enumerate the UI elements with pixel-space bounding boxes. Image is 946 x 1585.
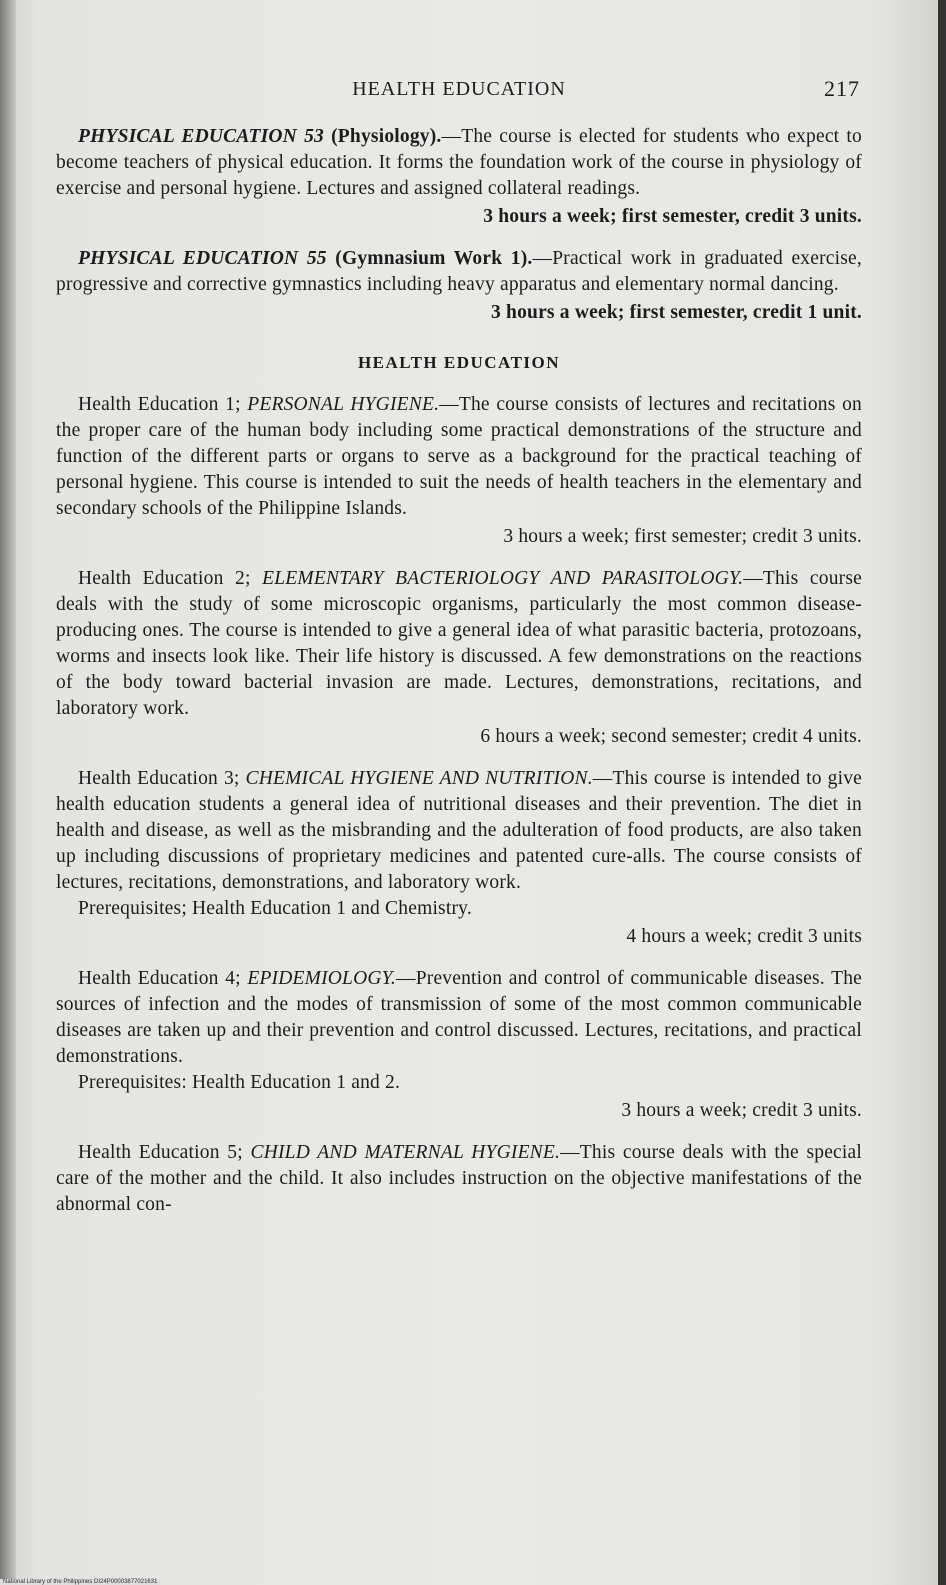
course-entry-he-3 (56, 766, 862, 950)
course-entry-he-5 (56, 1140, 862, 1218)
course-description: —This course deals with the study of some microscopic organisms, particularly the most common disease-producing ones. The course is intended to give a general idea of what parasitic bacteria, protozoans, worms and insects look like. Their life history is discussed. A few demonstrations on the reactions of the body toward bacterial invasion are made. Lectures, demonstrations, recitations, and laboratory work. (56, 568, 862, 719)
page-text (56, 70, 862, 1234)
course-entry-pe-55 (56, 246, 862, 326)
course-description: —The course consists of lectures and recitations on the proper care of the human body including some practical demonstrations of the structure and function of the different parts or organs to serve as a background for the practical teaching of personal hygiene. This course is intended to suit the needs of health teachers in the elementary and secondary schools of the Philippine Islands. (56, 394, 862, 519)
course-entry-he-2 (56, 566, 862, 750)
course-description: —Prevention and control of communicable diseases. The sources of infection and the modes of transmission of some of the most common communicable diseases are taken up and their prevention and control discussed. Lectures, recitations, and practical demonstrations. (56, 968, 862, 1067)
course-schedule: 4 hours a week; credit 3 units (626, 926, 862, 947)
page-edge-right (938, 0, 946, 1585)
section-heading: HEALTH EDUCATION (357, 353, 561, 372)
course-title: PERSONAL HYGIENE. (247, 394, 440, 415)
course-schedule: 3 hours a week; credit 3 units. (621, 1100, 862, 1121)
course-prerequisites: Prerequisites; Health Education 1 and Chemistry. (78, 898, 472, 919)
page-number: 217 (824, 76, 860, 101)
course-prerequisites: Prerequisites: Health Education 1 and 2. (78, 1072, 401, 1093)
course-subtitle: (Physiology). (331, 126, 442, 147)
page-edge-left (0, 0, 16, 1585)
course-name: Health Education 1; (78, 394, 248, 415)
course-description: —This course is intended to give health education students a general idea of nutritional diseases and their prevention. The diet in health and disease, as well as the misbranding and the adulteration of food products, are also taken up including discussions of proprietary medicines and patented cure-alls. The course consists of lectures, recitations, demonstrations, and laboratory work. (56, 768, 862, 893)
course-schedule: 3 hours a week; first semester, credit 1 unit. (491, 302, 862, 323)
course-schedule: 3 hours a week; first semester, credit 3 units. (483, 206, 862, 227)
course-name: Health Education 2; (78, 568, 263, 589)
course-paragraph (56, 124, 862, 202)
course-paragraph (56, 766, 862, 896)
running-head (56, 70, 862, 106)
course-schedule: 6 hours a week; second semester; credit 4 units. (480, 726, 862, 747)
course-entry-he-1 (56, 392, 862, 550)
course-entry-pe-53 (56, 124, 862, 230)
course-description: —The course is elected for students who expect to become teachers of physical education. It forms the foundation work of the course in physiology of exercise and personal hygiene. Lectures and assigned collateral readings. (56, 126, 862, 199)
course-description: —This course deals with the special care of the mother and the child. It also includes instruction on the objective manifestations of the abnormal con- (56, 1142, 862, 1215)
course-name: Health Education 5; (78, 1142, 251, 1163)
course-paragraph (56, 246, 862, 298)
course-id: PHYSICAL EDUCATION 53 (78, 126, 324, 147)
course-description: —Practical work in graduated exercise, progressive and corrective gymnastics including heavy apparatus and elementary normal dancing. (56, 248, 862, 295)
running-head-title: HEALTH EDUCATION (352, 78, 566, 100)
scan-credit: National Library of the Philippines DI24P00003877021631 (0, 1579, 160, 1585)
course-title: CHILD AND MATERNAL HYGIENE. (250, 1142, 561, 1163)
course-paragraph (56, 1140, 862, 1218)
course-subtitle: (Gymnasium Work 1). (335, 248, 533, 269)
course-title: EPIDEMIOLOGY. (247, 968, 396, 989)
course-paragraph (56, 966, 862, 1070)
course-title: ELEMENTARY BACTERIOLOGY AND PARASITOLOGY. (262, 568, 744, 589)
course-title: CHEMICAL HYGIENE AND NUTRITION. (245, 768, 593, 789)
course-schedule: 3 hours a week; first semester; credit 3 units. (503, 526, 862, 547)
course-id: PHYSICAL EDUCATION 55 (78, 248, 327, 269)
course-entry-he-4 (56, 966, 862, 1124)
course-paragraph (56, 566, 862, 722)
course-name: Health Education 3; (78, 768, 246, 789)
course-paragraph (56, 392, 862, 522)
course-name: Health Education 4; (78, 968, 248, 989)
